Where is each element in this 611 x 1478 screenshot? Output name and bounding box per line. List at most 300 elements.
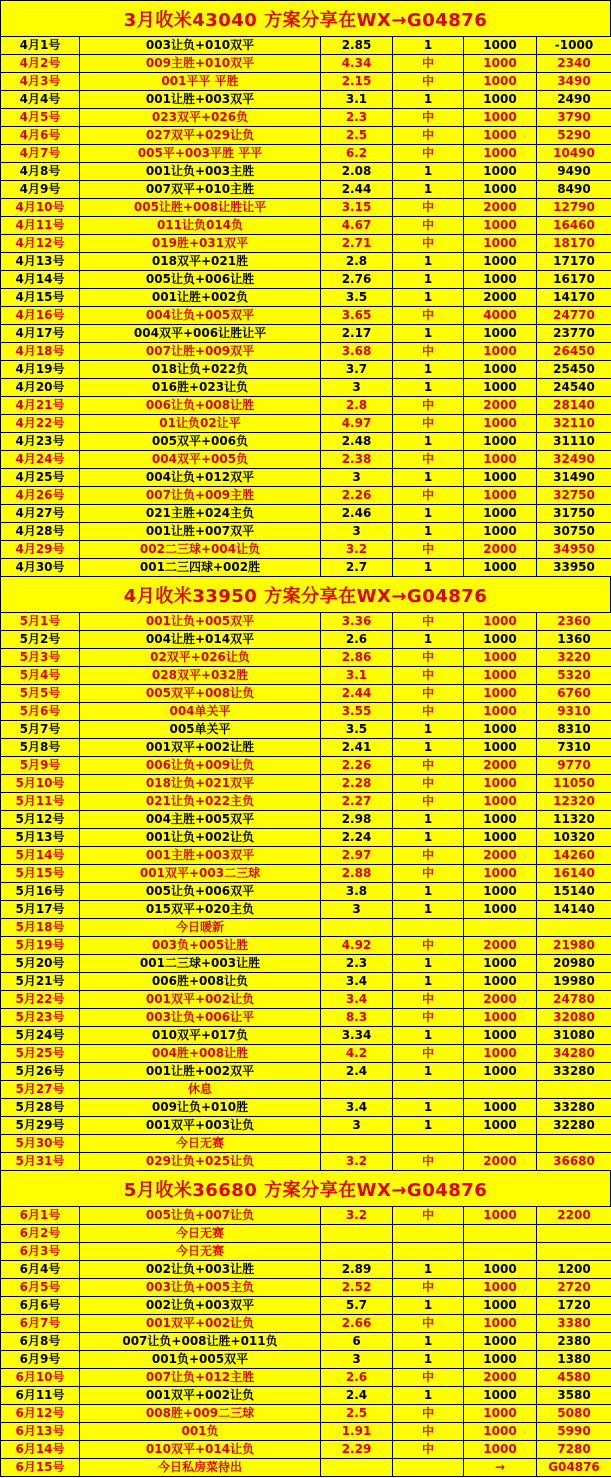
balance-cell: 24780 xyxy=(537,991,611,1009)
odds-cell: 3.4 xyxy=(321,1099,393,1117)
date-cell: 4月25号 xyxy=(1,469,80,487)
result-cell: 中 xyxy=(393,1315,464,1333)
stake-cell: 1000 xyxy=(464,109,537,127)
date-cell: 5月31号 xyxy=(1,1153,80,1171)
table-row xyxy=(1,343,611,361)
table-row xyxy=(1,883,611,901)
plan-cell: 006让负+008让胜 xyxy=(80,397,321,415)
date-cell: 4月17号 xyxy=(1,325,80,343)
odds-cell: 2.89 xyxy=(321,1261,393,1279)
stake-cell: 2000 xyxy=(464,757,537,775)
plan-cell: 007让胜+009双平 xyxy=(80,343,321,361)
plan-cell: 005单关平 xyxy=(80,721,321,739)
stake-cell: 1000 xyxy=(464,739,537,757)
stake-cell: 4000 xyxy=(464,307,537,325)
result-cell: 1 xyxy=(393,433,464,451)
table-row xyxy=(1,325,611,343)
stake-cell: 1000 xyxy=(464,469,537,487)
balance-cell: 14140 xyxy=(537,901,611,919)
table-row xyxy=(1,919,611,937)
table-row xyxy=(1,757,611,775)
stake-cell: 1000 xyxy=(464,973,537,991)
date-cell: 6月14号 xyxy=(1,1441,80,1459)
table-row xyxy=(1,1441,611,1459)
balance-cell: 5320 xyxy=(537,667,611,685)
odds-cell xyxy=(321,1135,393,1153)
plan-cell: 001让负+003主胜 xyxy=(80,163,321,181)
balance-cell: 31080 xyxy=(537,1027,611,1045)
date-cell: 4月7号 xyxy=(1,145,80,163)
result-cell: 中 xyxy=(393,649,464,667)
table-row xyxy=(1,109,611,127)
result-cell: 1 xyxy=(393,811,464,829)
date-cell: 4月20号 xyxy=(1,379,80,397)
odds-cell: 3.2 xyxy=(321,541,393,559)
odds-cell: 2.66 xyxy=(321,1315,393,1333)
plan-cell: 005让负+006双平 xyxy=(80,883,321,901)
stake-cell: 1000 xyxy=(464,1387,537,1405)
plan-cell: 001双平+002让负 xyxy=(80,1315,321,1333)
date-cell: 5月5号 xyxy=(1,685,80,703)
plan-cell: 001让负+002让负 xyxy=(80,829,321,847)
balance-cell: 23770 xyxy=(537,325,611,343)
balance-cell: 25450 xyxy=(537,361,611,379)
balance-cell: 7310 xyxy=(537,739,611,757)
stake-cell: 1000 xyxy=(464,37,537,55)
stake-cell: 1000 xyxy=(464,1315,537,1333)
result-cell: 1 xyxy=(393,1063,464,1081)
result-cell: 1 xyxy=(393,829,464,847)
plan-cell: 002让负+003让胜 xyxy=(80,1261,321,1279)
date-cell: 5月13号 xyxy=(1,829,80,847)
stake-cell: 1000 xyxy=(464,775,537,793)
stake-cell: 1000 xyxy=(464,127,537,145)
balance-cell: 5990 xyxy=(537,1423,611,1441)
date-cell: 5月1号 xyxy=(1,613,80,631)
table-row xyxy=(1,775,611,793)
table-row xyxy=(1,217,611,235)
section-title: 4月收米33950 方案分享在WX→G04876 xyxy=(1,577,611,613)
date-cell: 5月25号 xyxy=(1,1045,80,1063)
balance-cell: 9770 xyxy=(537,757,611,775)
plan-cell: 休息 xyxy=(80,1081,321,1099)
result-cell: 中 xyxy=(393,397,464,415)
date-cell: 4月30号 xyxy=(1,559,80,577)
result-cell: 1 xyxy=(393,631,464,649)
balance-cell: 32490 xyxy=(537,451,611,469)
odds-cell xyxy=(321,1459,393,1477)
odds-cell: 2.4 xyxy=(321,1387,393,1405)
balance-cell xyxy=(537,919,611,937)
odds-cell: 2.3 xyxy=(321,109,393,127)
result-cell: 中 xyxy=(393,775,464,793)
plan-cell: 004让胜+014双平 xyxy=(80,631,321,649)
date-cell: 5月16号 xyxy=(1,883,80,901)
result-cell: 1 xyxy=(393,37,464,55)
result-cell: 1 xyxy=(393,1027,464,1045)
stake-cell: 1000 xyxy=(464,631,537,649)
balance-cell: 32110 xyxy=(537,415,611,433)
odds-cell: 2.85 xyxy=(321,37,393,55)
stake-cell: 2000 xyxy=(464,199,537,217)
odds-cell: 3 xyxy=(321,901,393,919)
balance-cell: G04876 xyxy=(537,1459,611,1477)
odds-cell: 3.7 xyxy=(321,361,393,379)
date-cell: 4月12号 xyxy=(1,235,80,253)
plan-cell: 004单关平 xyxy=(80,703,321,721)
date-cell: 4月26号 xyxy=(1,487,80,505)
plan-cell: 006胜+008让负 xyxy=(80,973,321,991)
stake-cell: 1000 xyxy=(464,235,537,253)
odds-cell: 3.68 xyxy=(321,343,393,361)
date-cell: 4月9号 xyxy=(1,181,80,199)
stake-cell: 2000 xyxy=(464,1369,537,1387)
result-cell: 1 xyxy=(393,181,464,199)
stake-cell: 1000 xyxy=(464,1405,537,1423)
odds-cell: 3.34 xyxy=(321,1027,393,1045)
plan-cell: 010双平+017负 xyxy=(80,1027,321,1045)
result-cell: 中 xyxy=(393,307,464,325)
table-row xyxy=(1,91,611,109)
balance-cell: 1200 xyxy=(537,1261,611,1279)
stake-cell: → xyxy=(464,1459,537,1477)
balance-cell: 17170 xyxy=(537,253,611,271)
plan-cell: 018双平+021胜 xyxy=(80,253,321,271)
table-row xyxy=(1,937,611,955)
stake-cell: 1000 xyxy=(464,559,537,577)
balance-cell: 34280 xyxy=(537,1045,611,1063)
stake-cell: 1000 xyxy=(464,685,537,703)
balance-cell: 5080 xyxy=(537,1405,611,1423)
date-cell: 4月28号 xyxy=(1,523,80,541)
plan-cell: 005让负+006让胜 xyxy=(80,271,321,289)
stake-cell: 1000 xyxy=(464,1009,537,1027)
date-cell: 5月26号 xyxy=(1,1063,80,1081)
plan-cell: 001让负+005双平 xyxy=(80,613,321,631)
balance-cell: 36680 xyxy=(537,1153,611,1171)
date-cell: 5月12号 xyxy=(1,811,80,829)
odds-cell: 2.5 xyxy=(321,127,393,145)
plan-cell: 005双平+008让负 xyxy=(80,685,321,703)
balance-cell: 2490 xyxy=(537,91,611,109)
balance-cell: 7280 xyxy=(537,1441,611,1459)
balance-cell xyxy=(537,1243,611,1261)
stake-cell: 2000 xyxy=(464,937,537,955)
table-row xyxy=(1,1297,611,1315)
balance-cell: 14170 xyxy=(537,289,611,307)
table-row xyxy=(1,1009,611,1027)
stake-cell: 1000 xyxy=(464,1063,537,1081)
plan-cell: 027双平+029让负 xyxy=(80,127,321,145)
odds-cell xyxy=(321,919,393,937)
result-cell xyxy=(393,1081,464,1099)
stake-cell: 1000 xyxy=(464,901,537,919)
odds-cell: 3.8 xyxy=(321,883,393,901)
stake-cell: 1000 xyxy=(464,325,537,343)
stake-cell: 2000 xyxy=(464,847,537,865)
table-row xyxy=(1,973,611,991)
plan-cell: 010双平+014让负 xyxy=(80,1441,321,1459)
table-row xyxy=(1,127,611,145)
plan-cell: 005让负+007让负 xyxy=(80,1207,321,1225)
balance-cell: 24540 xyxy=(537,379,611,397)
date-cell: 6月5号 xyxy=(1,1279,80,1297)
date-cell: 6月7号 xyxy=(1,1315,80,1333)
result-cell: 1 xyxy=(393,1333,464,1351)
result-cell: 中 xyxy=(393,199,464,217)
stake-cell xyxy=(464,1135,537,1153)
stake-cell: 1000 xyxy=(464,613,537,631)
plan-cell: 021让负+022主负 xyxy=(80,793,321,811)
odds-cell: 3.5 xyxy=(321,721,393,739)
table-row xyxy=(1,361,611,379)
balance-cell: 1380 xyxy=(537,1351,611,1369)
date-cell: 4月4号 xyxy=(1,91,80,109)
stake-cell: 1000 xyxy=(464,1027,537,1045)
date-cell: 6月13号 xyxy=(1,1423,80,1441)
plan-cell: 015双平+020主负 xyxy=(80,901,321,919)
plan-cell: 001负 xyxy=(80,1423,321,1441)
table-row xyxy=(1,37,611,55)
odds-cell: 2.97 xyxy=(321,847,393,865)
result-cell xyxy=(393,919,464,937)
stake-cell: 2000 xyxy=(464,991,537,1009)
result-cell: 中 xyxy=(393,1153,464,1171)
stake-cell: 1000 xyxy=(464,433,537,451)
date-cell: 6月3号 xyxy=(1,1243,80,1261)
result-cell: 1 xyxy=(393,469,464,487)
odds-cell: 2.44 xyxy=(321,685,393,703)
odds-cell: 4.67 xyxy=(321,217,393,235)
result-cell: 1 xyxy=(393,271,464,289)
stake-cell xyxy=(464,1225,537,1243)
date-cell: 4月27号 xyxy=(1,505,80,523)
stake-cell: 1000 xyxy=(464,1117,537,1135)
balance-cell: 8490 xyxy=(537,181,611,199)
plan-cell: 003让负+005主负 xyxy=(80,1279,321,1297)
balance-cell: 33280 xyxy=(537,1063,611,1081)
stake-cell: 1000 xyxy=(464,163,537,181)
balance-cell: 15140 xyxy=(537,883,611,901)
plan-cell: 001主胜+003双平 xyxy=(80,847,321,865)
date-cell: 4月11号 xyxy=(1,217,80,235)
plan-cell: 005让胜+008让胜让平 xyxy=(80,199,321,217)
odds-cell: 2.41 xyxy=(321,739,393,757)
odds-cell: 2.4 xyxy=(321,1063,393,1081)
stake-cell: 1000 xyxy=(464,667,537,685)
result-cell: 中 xyxy=(393,685,464,703)
balance-cell: -1000 xyxy=(537,37,611,55)
stake-cell: 1000 xyxy=(464,1279,537,1297)
stake-cell: 1000 xyxy=(464,487,537,505)
table-row xyxy=(1,559,611,577)
result-cell: 中 xyxy=(393,703,464,721)
stake-cell: 1000 xyxy=(464,1423,537,1441)
stake-cell: 1000 xyxy=(464,181,537,199)
plan-cell: 004让负+012双平 xyxy=(80,469,321,487)
result-cell: 中 xyxy=(393,55,464,73)
stake-cell: 1000 xyxy=(464,415,537,433)
balance-cell: 32280 xyxy=(537,1117,611,1135)
stake-cell: 1000 xyxy=(464,811,537,829)
stake-cell: 1000 xyxy=(464,1261,537,1279)
odds-cell: 2.15 xyxy=(321,73,393,91)
odds-cell: 4.92 xyxy=(321,937,393,955)
balance-cell: 32750 xyxy=(537,487,611,505)
date-cell: 5月23号 xyxy=(1,1009,80,1027)
odds-cell: 2.17 xyxy=(321,325,393,343)
result-cell: 1 xyxy=(393,1351,464,1369)
plan-cell: 002让负+003双平 xyxy=(80,1297,321,1315)
result-cell: 1 xyxy=(393,1297,464,1315)
odds-cell: 3.65 xyxy=(321,307,393,325)
date-cell: 4月5号 xyxy=(1,109,80,127)
date-cell: 6月9号 xyxy=(1,1351,80,1369)
result-cell: 中 xyxy=(393,415,464,433)
date-cell: 4月24号 xyxy=(1,451,80,469)
date-cell: 5月7号 xyxy=(1,721,80,739)
odds-cell: 3.4 xyxy=(321,991,393,1009)
table-row xyxy=(1,1153,611,1171)
table-row xyxy=(1,523,611,541)
date-cell: 5月28号 xyxy=(1,1099,80,1117)
odds-cell: 2.46 xyxy=(321,505,393,523)
section-title: 5月收米36680 方案分享在WX→G04876 xyxy=(1,1171,611,1207)
balance-cell: 10320 xyxy=(537,829,611,847)
result-cell: 1 xyxy=(393,559,464,577)
table-row xyxy=(1,1207,611,1225)
result-cell: 中 xyxy=(393,1207,464,1225)
stake-cell: 1000 xyxy=(464,649,537,667)
result-cell: 中 xyxy=(393,343,464,361)
plan-cell: 019胜+031双平 xyxy=(80,235,321,253)
plan-cell: 021主胜+024主负 xyxy=(80,505,321,523)
result-cell: 中 xyxy=(393,1009,464,1027)
table-row xyxy=(1,721,611,739)
result-cell: 中 xyxy=(393,865,464,883)
balance-cell: 1360 xyxy=(537,631,611,649)
odds-cell: 3 xyxy=(321,1351,393,1369)
date-cell: 4月2号 xyxy=(1,55,80,73)
result-cell: 中 xyxy=(393,235,464,253)
odds-cell: 2.44 xyxy=(321,181,393,199)
table-row xyxy=(1,541,611,559)
table-row xyxy=(1,955,611,973)
stake-cell: 1000 xyxy=(464,703,537,721)
result-cell: 1 xyxy=(393,163,464,181)
plan-cell: 016胜+023让负 xyxy=(80,379,321,397)
plan-cell: 001让胜+002双平 xyxy=(80,1063,321,1081)
odds-cell xyxy=(321,1081,393,1099)
result-cell: 1 xyxy=(393,901,464,919)
balance-cell: 11320 xyxy=(537,811,611,829)
date-cell: 5月2号 xyxy=(1,631,80,649)
result-cell: 中 xyxy=(393,1369,464,1387)
odds-cell: 2.48 xyxy=(321,433,393,451)
table-row xyxy=(1,793,611,811)
result-cell: 1 xyxy=(393,361,464,379)
plan-cell: 007让负+009主胜 xyxy=(80,487,321,505)
balance-cell: 6760 xyxy=(537,685,611,703)
odds-cell: 6 xyxy=(321,1333,393,1351)
stake-cell: 2000 xyxy=(464,541,537,559)
date-cell: 5月6号 xyxy=(1,703,80,721)
plan-cell: 004胜+008让胜 xyxy=(80,1045,321,1063)
date-cell: 5月27号 xyxy=(1,1081,80,1099)
date-cell: 4月10号 xyxy=(1,199,80,217)
stake-cell: 1000 xyxy=(464,271,537,289)
balance-cell xyxy=(537,1225,611,1243)
balance-cell: 26450 xyxy=(537,343,611,361)
plan-cell: 023双平+026负 xyxy=(80,109,321,127)
date-cell: 4月23号 xyxy=(1,433,80,451)
result-cell: 中 xyxy=(393,1405,464,1423)
result-cell: 中 xyxy=(393,541,464,559)
result-cell: 1 xyxy=(393,1261,464,1279)
date-cell: 5月4号 xyxy=(1,667,80,685)
stake-cell xyxy=(464,1081,537,1099)
table-row xyxy=(1,1225,611,1243)
table-row xyxy=(1,271,611,289)
date-cell: 4月13号 xyxy=(1,253,80,271)
plan-cell: 001双平+002让胜 xyxy=(80,739,321,757)
date-cell: 5月24号 xyxy=(1,1027,80,1045)
table-row xyxy=(1,1351,611,1369)
table-row xyxy=(1,199,611,217)
balance-cell: 2360 xyxy=(537,613,611,631)
balance-cell: 8310 xyxy=(537,721,611,739)
odds-cell: 2.38 xyxy=(321,451,393,469)
plan-cell: 今日无赛 xyxy=(80,1243,321,1261)
stake-cell xyxy=(464,1243,537,1261)
odds-cell: 2.88 xyxy=(321,865,393,883)
plan-cell: 006让负+009让负 xyxy=(80,757,321,775)
plan-cell: 007让负+012主胜 xyxy=(80,1369,321,1387)
odds-cell: 4.34 xyxy=(321,55,393,73)
odds-cell: 4.2 xyxy=(321,1045,393,1063)
plan-cell: 今日无赛 xyxy=(80,1225,321,1243)
date-cell: 5月9号 xyxy=(1,757,80,775)
odds-cell: 6.2 xyxy=(321,145,393,163)
balance-cell: 3380 xyxy=(537,1315,611,1333)
result-cell: 1 xyxy=(393,973,464,991)
stake-cell: 1000 xyxy=(464,379,537,397)
date-cell: 4月6号 xyxy=(1,127,80,145)
table-row xyxy=(1,163,611,181)
odds-cell: 2.71 xyxy=(321,235,393,253)
plan-cell: 028双平+032胜 xyxy=(80,667,321,685)
table-row xyxy=(1,1027,611,1045)
result-cell: 中 xyxy=(393,217,464,235)
plan-cell: 02双平+026让负 xyxy=(80,649,321,667)
result-cell: 1 xyxy=(393,1117,464,1135)
table-row xyxy=(1,667,611,685)
balance-cell: 30750 xyxy=(537,523,611,541)
plan-cell: 004让负+005双平 xyxy=(80,307,321,325)
section-title: 3月收米43040 方案分享在WX→G04876 xyxy=(1,1,611,37)
table-row xyxy=(1,433,611,451)
stake-cell: 2000 xyxy=(464,1153,537,1171)
table-row xyxy=(1,613,611,631)
table-row xyxy=(1,307,611,325)
date-cell: 4月15号 xyxy=(1,289,80,307)
plan-cell: 001二三球+003让胜 xyxy=(80,955,321,973)
odds-cell: 3.1 xyxy=(321,667,393,685)
odds-cell xyxy=(321,1225,393,1243)
stake-cell: 2000 xyxy=(464,289,537,307)
date-cell: 4月18号 xyxy=(1,343,80,361)
balance-cell: 24770 xyxy=(537,307,611,325)
